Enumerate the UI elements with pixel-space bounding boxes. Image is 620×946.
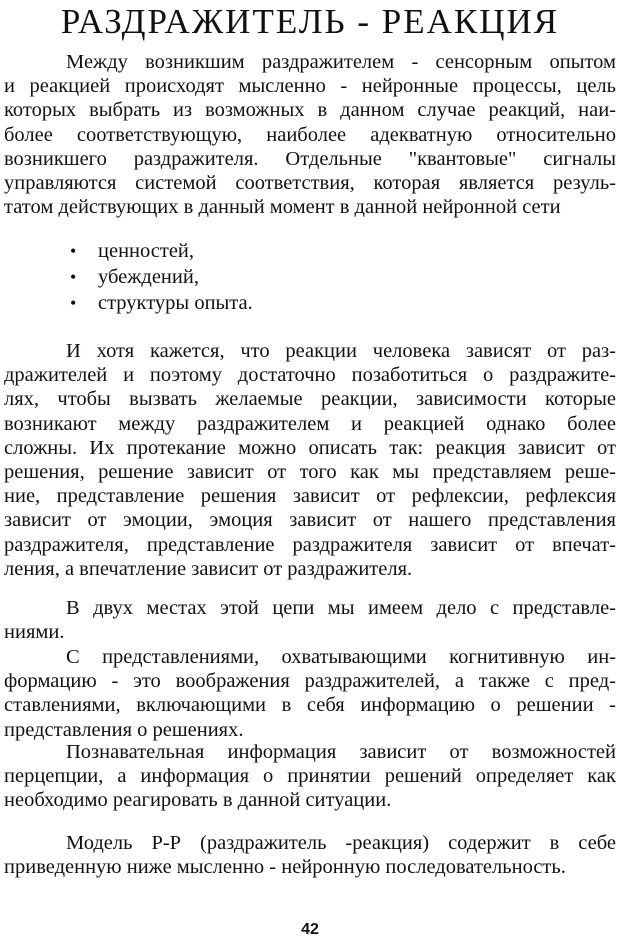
text-line: представления о решениях. (4, 718, 244, 741)
text-line: необходимо реагировать в данной ситуации. (4, 789, 392, 812)
text-line: которых выбрать из возможных в данном случае реакций, наи- (4, 99, 616, 122)
list-item-text: убеждений, (98, 266, 199, 288)
text-line: сложны. Их протекание можно описать так: реакция зависит от (4, 436, 616, 459)
list-item (70, 264, 253, 290)
text-line: ставлениями, включающими в себя информацию о решении - (4, 694, 616, 717)
paragraph-two-places (4, 596, 616, 644)
text-line: Между возникшим раздражителем - сенсорным опытом (66, 51, 616, 73)
text-line: В двух местах этой цепи мы имеем дело с представле- (66, 597, 616, 619)
text-line: ние, представление решения зависит от рефлексии, рефлексия (4, 485, 616, 508)
text-line: зависит от эмоции, эмоция зависит от нашего представления (4, 509, 616, 532)
text-line: формацию - это воображения раздражителей, а также с пред- (4, 670, 616, 693)
text-line: ниями. (4, 621, 65, 644)
text-line: управляются системой соответствия, которая является резуль- (4, 172, 616, 195)
paragraph-intro (4, 50, 616, 219)
text-line: приведенную ниже мысленно - нейронную последовательность. (4, 856, 566, 879)
list-item-text: структуры опыта. (98, 292, 253, 314)
text-line: раздражителя, представление раздражителя зависит от впечат- (4, 533, 616, 556)
text-line: лях, чтобы вызвать желаемые реакции, зависимости которые (4, 388, 616, 411)
text-line: С представлениями, охватывающими когнитивную ин- (66, 646, 616, 668)
list-item (70, 238, 253, 264)
text-line: дражителей и поэтому достаточно позаботиться о раздражите- (4, 364, 616, 387)
page-title: РАЗДРАЖИТЕЛЬ - РЕАКЦИЯ (60, 2, 560, 41)
paragraph-reactions (4, 339, 616, 581)
text-line: татом действующих в данный момент в данной нейронной сети (4, 196, 561, 219)
paragraph-representations (4, 645, 616, 742)
paragraph-model (4, 831, 616, 879)
page-number: 42 (301, 921, 319, 938)
text-line: перцепции, а информация о принятии решений определяет как (4, 765, 616, 788)
text-line: возникшего раздражителя. Отдельные "квантовые" сигналы (4, 147, 616, 170)
text-line: возникают между раздражителем и реакцией однако более (4, 412, 616, 435)
text-line: решения, решение зависит от того как мы представляем реше- (4, 461, 616, 484)
list-item-text: ценностей, (98, 240, 195, 262)
text-line: и реакцией происходят мысленно - нейронные процессы, цель (4, 75, 616, 98)
text-line: И хотя кажется, что реакции человека зависят от раз- (66, 340, 616, 362)
bullet-icon: • (70, 293, 77, 313)
text-line: более соответствующую, наиболее адекватную относительно (4, 123, 616, 146)
list-item (70, 290, 253, 316)
text-line: Познавательная информация зависит от возможностей (66, 741, 616, 763)
paragraph-cognitive-info (4, 740, 616, 813)
text-line: ления, а впечатление зависит от раздражителя. (4, 557, 413, 580)
bullet-list (70, 238, 253, 316)
bullet-icon: • (70, 241, 77, 261)
bullet-icon: • (70, 267, 77, 287)
text-line: Модель Р-Р (раздражитель -реакция) содержит в себе (66, 832, 616, 854)
